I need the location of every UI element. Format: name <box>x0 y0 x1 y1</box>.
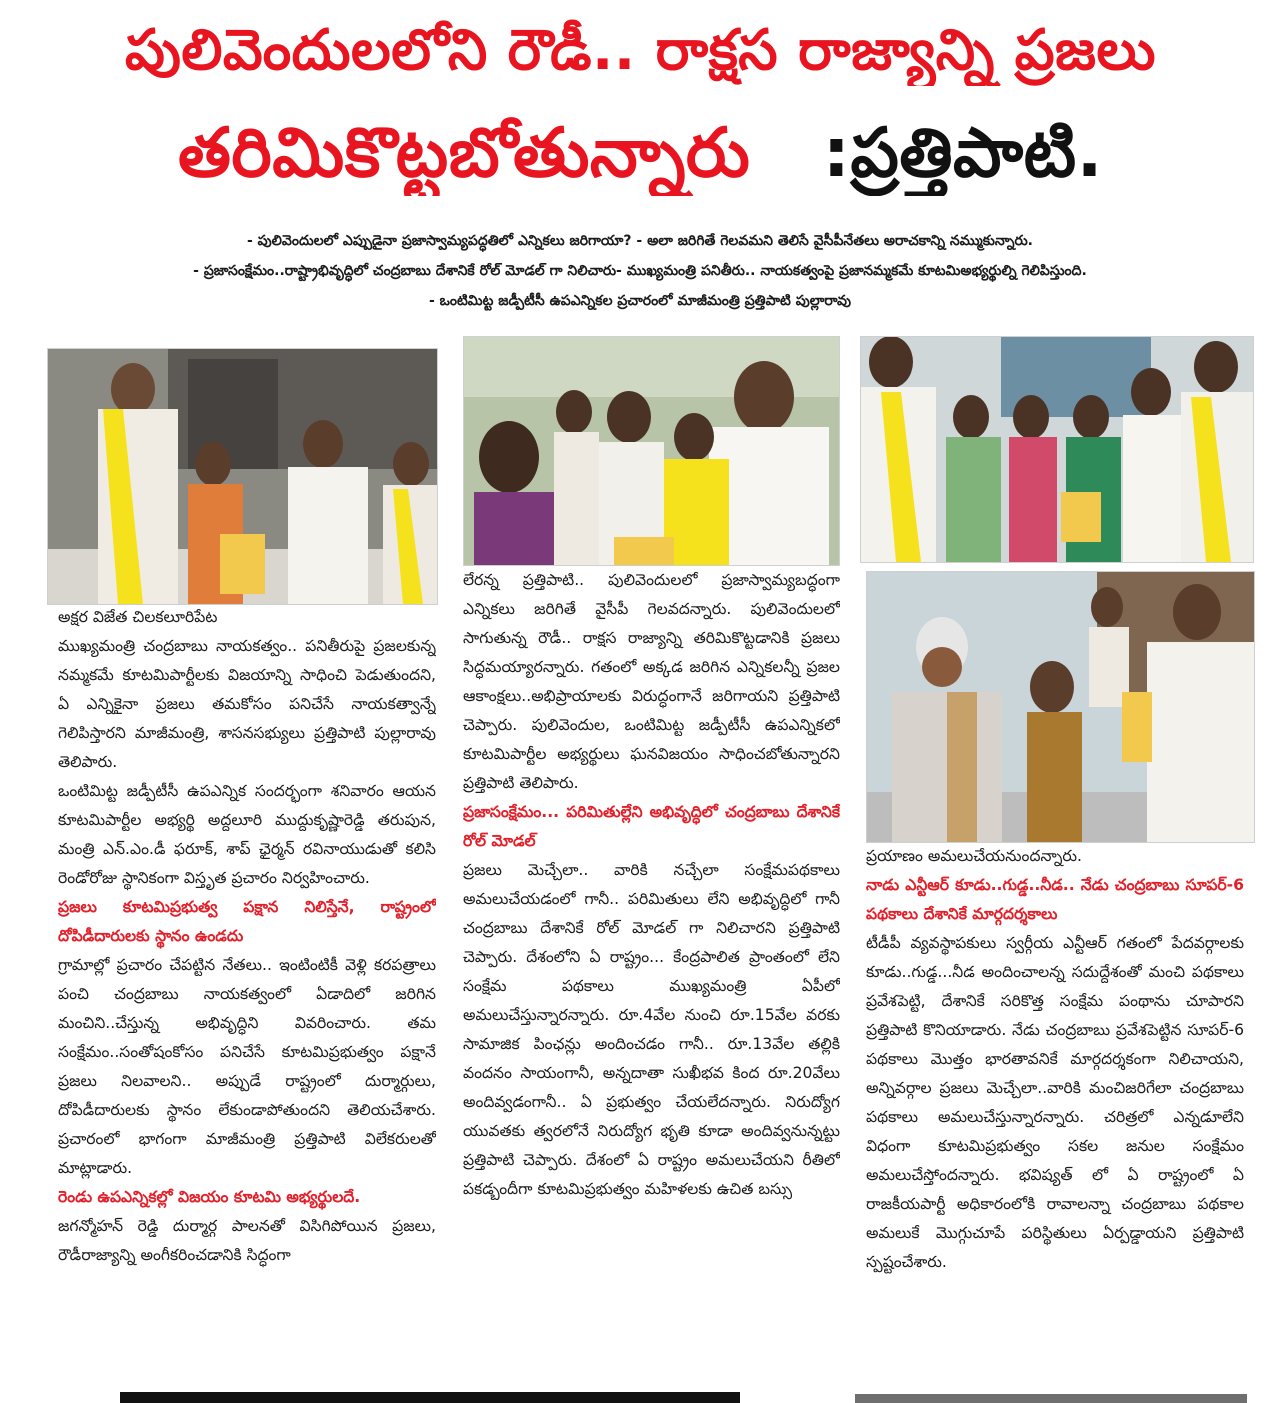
column-1-subhead-1: ప్రజలు కూటమిప్రభుత్వ పక్షాన నిలిస్తేనే, రాష్ట్రంలో దోపిడీదారులకు స్థానం ఉండదు <box>58 898 436 945</box>
subheadlines <box>40 226 1240 316</box>
next-photo-fragment <box>855 1388 1247 1403</box>
headline-speaker-name: ప్రత్తిపాటి. <box>850 114 1103 193</box>
column-2-paragraph-1: లేరన్న ప్రత్తిపాటి.. పులివెందులలో ప్రజాస్వామ్యబద్ధంగా ఎన్నికలు జరిగితే వైసీపీ గెలవదన్నారు. పులివెందులలో సాగుతున్న రౌడీ.. రాక్షస రాజ్యాన్ని తరిమికొట్టడానికి ప్రజలు సిద్ధమయ్యారన్నారు. గతంలో అక్కడ జరిగిన ఎన్నికలన్నీ ప్రజల ఆకాంక్షలు..అభిప్రాయాలకు విరుద్ధంగానే జరిగాయని ప్రత్తిపాటి చెప్పారు. పులివెందుల, ఒంటిమిట్ట జడ్పీటీసీ ఉపఎన్నికలో కూటమిపార్టీల అభ్యర్థులు ఘనవిజయం సాధించబోతున్నారని ప్రత్తిపాటి తెలిపారు. <box>463 571 840 792</box>
photo-campaign-1 <box>47 348 438 605</box>
column-2-subhead-1: ప్రజాసంక్షేమం... పరిమితుల్లేని అభివృద్ధిలో చంద్రబాబు దేశానికే రోల్ మోడల్ <box>463 803 840 850</box>
column-1-paragraph-2: ఒంటిమిట్ట జడ్పీటీసీ ఉపఎన్నిక సందర్భంగా శనివారం ఆయన కూటమిపార్టీల అభ్యర్థి అద్దలూరి ముద్దుకృష్ణారెడ్డి తరుపున, మంత్రి ఎన్.ఎం.డీ ఫరూక్, శాప్ ఛైర్మన్ రవినాయుడుతో కలిసి రెండోరోజు స్థానికంగా విస్తృత ప్రచారం నిర్వహించారు. <box>58 782 436 887</box>
subheadline-1: - పులివెందులలో ఎప్పుడైనా ప్రజాస్వామ్యపద్ధతిలో ఎన్నికలు జరిగాయా? - అలా జరిగితే గెలవమని తెలిసే వైసీపీనేతలు అరాచకాన్ని నమ్ముకున్నారు. <box>247 233 1033 249</box>
column-3-paragraph-1: ప్రయాణం అమలుచేయనుందన్నారు. <box>866 847 1082 865</box>
headline-colon: : <box>822 114 851 193</box>
headline-line-2-main: తరిమికొట్టబోతున్నారు <box>178 114 751 193</box>
headline-line-1: పులివెందులలోని రౌడీ.. రాక్షస రాజ్యాన్ని ప్రజలు <box>124 18 1157 83</box>
subheadline-2: - ప్రజాసంక్షేమం..రాష్ట్రాభివృద్ధిలో చంద్రబాబు దేశానికే రోల్ మోడల్ గా నిలిచారు- ముఖ్యమంత్రి పనితీరు.. నాయకత్వంపై ప్రజానమ్మకమే కూటమిఅభ్యర్థుల్ని గెలిపిస్తుంది. <box>193 263 1087 279</box>
column-3-subhead-1: నాడు ఎన్టీఆర్ కూడు..గుడ్డ..నీడ.. నేడు చంద్రబాబు సూపర్-6 పథకాలు దేశానికే మార్గదర్శకాలు <box>866 876 1244 923</box>
photo-campaign-3 <box>860 336 1254 563</box>
photo-campaign-2 <box>463 336 840 566</box>
column-1-paragraph-4: జగన్మోహన్ రెడ్డి దుర్మార్గ పాలనతో విసిగిపోయిన ప్రజలు, రౌడీరాజ్యాన్ని అంగీకరించడానికి సిద్ధంగా <box>58 1217 436 1264</box>
article-column-2 <box>463 566 840 1361</box>
column-2-paragraph-2: ప్రజలు మెచ్చేలా.. వారికి నచ్చేలా సంక్షేమపథకాలు అమలుచేయడంలో గానీ.. పరిమితులు లేని అభివృద్ధిలో గానీ చంద్రబాబు దేశానికే రోల్ మోడల్ గా నిలిచారని ప్రత్తిపాటి చెప్పారు. దేశంలోని ఏ రాష్ట్రం... కేంద్రపాలిత ప్రాంతంలో లేని సంక్షేమ పథకాలు ముఖ్యమంత్రి ఏపీలో అమలుచేస్తున్నారన్నారు. రూ.4వేల నుంచి రూ.15వేల వరకు సామాజిక పింఛన్లు అందించడం గానీ.. రూ.13వేల తల్లికి వందనం సాయంగానీ, అన్నదాతా సుఖీభవ కింద రూ.20వేలు అందివ్వడంగానీ.. ఏ ప్రభుత్వం చేయలేదన్నారు. నిరుద్యోగ యువతకు త్వరలోనే నిరుద్యోగ భృతి కూడా అందివ్వనున్నట్టు ప్రత్తిపాటి చెప్పారు. దేశంలో ఏ రాష్ట్రం అమలుచేయని రీతిలో పకడ్బందీగా కూటమిప్రభుత్వం మహిళలకు ఉచిత బస్సు <box>463 861 840 1198</box>
column-1-paragraph-3: గ్రామాల్లో ప్రచారం చేపట్టిన నేతలు.. ఇంటింటికీ వెళ్లి కరపత్రాలు పంచి చంద్రబాబు నాయకత్వంలో ఏడాదిలో జరిగిన మంచిని..చేస్తున్న అభివృద్ధిని వివరించారు. తమ సంక్షేమం..సంతోషంకోసం పనిచేసే కూటమిప్రభుత్వం పక్షానే ప్రజలు నిలవాలని.. అప్పుడే రాష్ట్రంలో దుర్మార్గులు, దోపిడీదారులకు స్థానం లేకుండాపోతుందని తెలియచేశారు. ప్రచారంలో భాగంగా మాజీమంత్రి ప్రత్తిపాటి విలేకరులతో మాట్లాడారు. <box>58 956 436 1177</box>
headline-line-2 <box>0 112 1281 196</box>
article-column-1 <box>58 603 436 1361</box>
column-1-subhead-2: రెండు ఉపఎన్నికల్లో విజయం కూటమి అభ్యర్థులదే. <box>58 1188 361 1206</box>
next-article-headline-fragment <box>120 1388 740 1403</box>
dateline: అక్షర విజేత చిలకలూరిపేట <box>58 608 218 626</box>
article-column-3 <box>866 842 1244 1364</box>
column-3-paragraph-2: టీడీపీ వ్యవస్థాపకులు స్వర్గీయ ఎన్టీఆర్ గతంలో పేదవర్గాలకు కూడు..గుడ్డ...నీడ అందించాలన్న సదుద్దేశంతో మంచి పథకాలు ప్రవేశపెట్టి, దేశానికే సరికొత్త సంక్షేమ పంథాను చూపారని ప్రత్తిపాటి కొనియాడారు. నేడు చంద్రబాబు ప్రవేశపెట్టిన సూపర్-6 పథకాలు మొత్తం భారతావనికే మార్గదర్శకంగా నిలిచాయని, అన్నివర్గాల ప్రజలు మెచ్చేలా..వారికి మంచిజరిగేలా చంద్రబాబు పథకాలు అమలుచేస్తున్నారన్నారు. చరిత్రలో ఎన్నడూలేని విధంగా కూటమిప్రభుత్వం సకల జనుల సంక్షేమం అమలుచేస్తోందన్నారు. భవిష్యత్ లో ఏ రాష్ట్రంలో ఏ రాజకీయపార్టీ అధికారంలోకి రావాలన్నా చంద్రబాబు పథకాల అమలుకే మొగ్గుచూపే పరిస్థితులు ఏర్పడ్డాయని ప్రత్తిపాటి స్పష్టంచేశారు. <box>866 934 1244 1271</box>
photo-campaign-4 <box>866 571 1255 843</box>
subheadline-3: - ఒంటిమిట్ట జడ్పీటీసీ ఉపఎన్నికల ప్రచారంలో మాజీమంత్రి ప్రత్తిపాటి పుల్లారావు <box>428 293 852 309</box>
column-1-paragraph-1: ముఖ్యమంత్రి చంద్రబాబు నాయకత్వం.. పనితీరుపై ప్రజలకున్న నమ్మకమే కూటమిపార్టీలకు విజయాన్ని సాధించి పెడుతుందని, ఏ ఎన్నికైనా ప్రజలు తమకోసం పనిచేసే నాయకత్వాన్నే గెలిపిస్తారని మాజీమంత్రి, శాసనసభ్యులు ప్రత్తిపాటి పుల్లారావు తెలిపారు. <box>58 637 436 771</box>
